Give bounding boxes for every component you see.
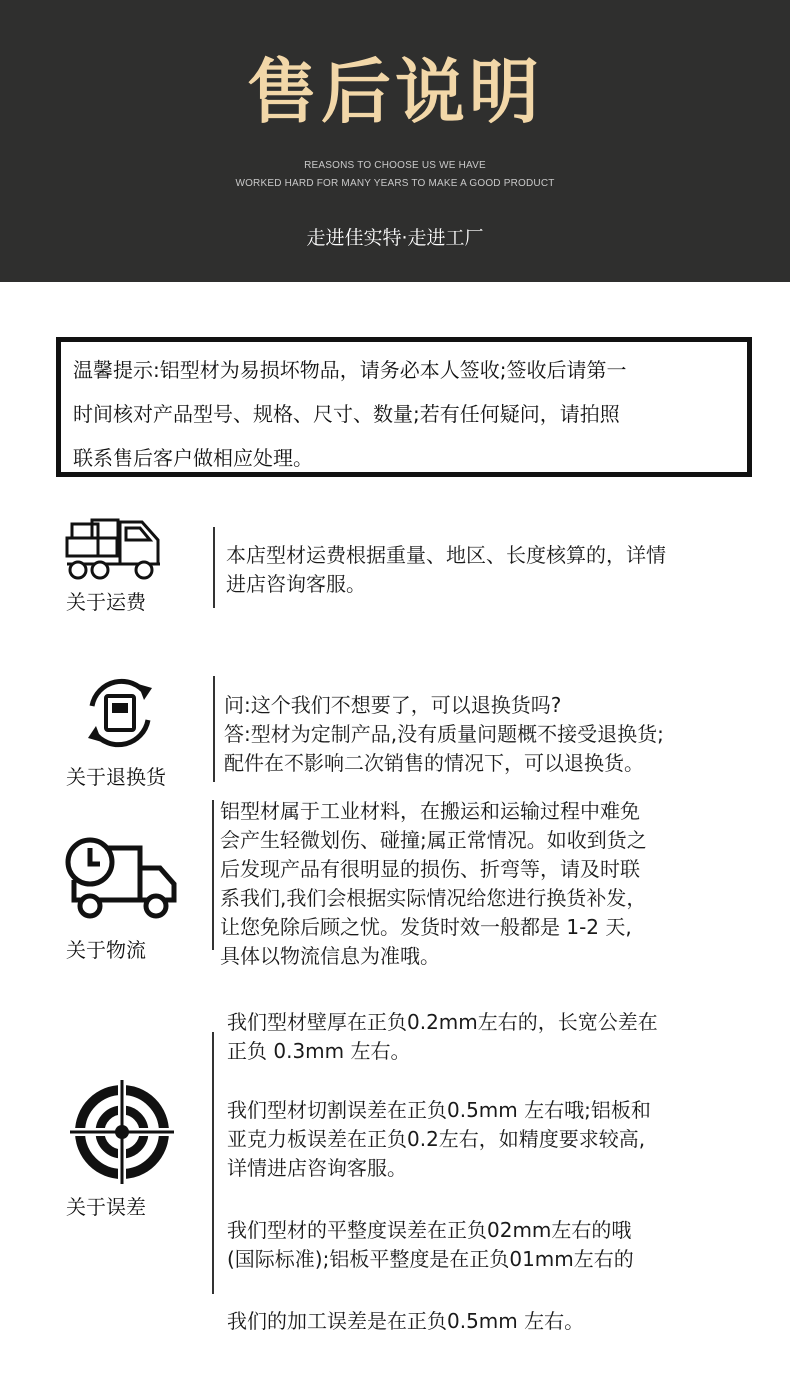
section-label-returns: 关于退换货 [66,765,166,789]
delivery-truck-boxes-icon [64,518,164,582]
section-text-tolerance-2: 我们型材切割误差在正负0.5mm 左右哦;铝板和 亚克力板误差在正负0.2左右，如精度要求较高, 详情进店咨询客服。 [227,1098,651,1180]
divider-line [213,527,215,608]
return-exchange-cycle-icon [80,676,160,750]
section-text-shipping: 本店型材运费根据重量、地区、长度核算的，详情 进店咨询客服。 [226,543,666,596]
target-crosshair-icon [70,1080,174,1184]
divider-line [212,1032,214,1294]
page-title: 售后说明 [247,51,543,133]
divider-line [213,676,215,782]
notice-text: 温馨提示:铝型材为易损坏物品，请务必本人签收;签收后请第一 时间核对产品型号、规格、尺寸、数量;若有任何疑问，请拍照 联系售后客户做相应处理。 [73,358,627,470]
section-text-tolerance-3: 我们型材的平整度误差在正负02mm左右的哦 (国际标准);铝板平整度是在正负01mm左右的 [227,1218,634,1271]
slogan: 走进佳实特·走进工厂 [306,227,484,249]
subtitle-line-2: WORKED HARD FOR MANY YEARS TO MAKE A GOOD PRODUCT [235,178,555,189]
header-banner [0,0,790,282]
section-label-tolerance: 关于误差 [66,1195,146,1219]
section-text-tolerance-4: 我们的加工误差是在正负0.5mm 左右。 [227,1309,585,1333]
section-label-shipping: 关于运费 [66,590,146,614]
section-text-tolerance-1: 我们型材壁厚在正负0.2mm左右的，长宽公差在 正负 0.3mm 左右。 [227,1010,658,1063]
section-text-returns: 问:这个我们不想要了，可以退换货吗? 答:型材为定制产品,没有质量问题概不接受退换货; 配件在不影响二次销售的情况下，可以退换货。 [224,693,664,775]
section-label-logistics: 关于物流 [66,938,146,962]
subtitle-line-1: REASONS TO CHOOSE US WE HAVE [304,160,486,171]
clock-truck-icon [64,834,180,924]
section-text-logistics: 铝型材属于工业材料，在搬运和运输过程中难免 会产生轻微划伤、碰撞;属正常情况。如收到货之 后发现产品有很明显的损伤、折弯等，请及时联 系我们,我们会根据实际情况给您进行换货补发， 让您免除后顾之忧。发货时效一般都是 1-2 天, 具体以物流信息为准哦。 [220,799,647,968]
divider-line [212,800,214,950]
notice-box [56,337,752,477]
